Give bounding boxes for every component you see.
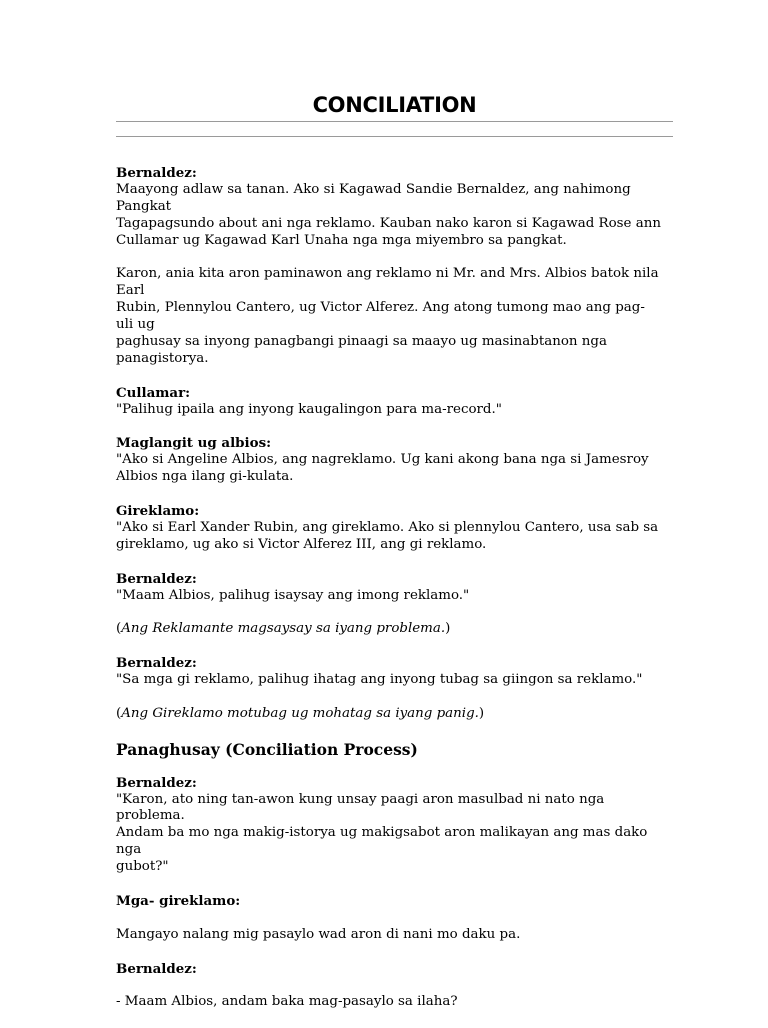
paragraph-line: - Maam Albios, andam baka mag-pasaylo sa ilaha? xyxy=(116,994,458,1010)
paragraph-line: Rubin, Plennylou Cantero, ug Victor Alferez. Ang atong tumong mao ang pag-uli ug xyxy=(116,300,645,333)
dialogue-line: Maayong adlaw sa tanan. Ako si Kagawad Sandie Bernaldez, ang nahimong Pangkat xyxy=(116,181,631,214)
dialogue-block xyxy=(116,503,661,554)
section-heading: Panaghusay (Conciliation Process) xyxy=(116,739,418,759)
stage-direction-text: Ang Gireklamo motubag ug mohatag sa iyang panig. xyxy=(121,705,479,721)
title-rule-bottom xyxy=(116,136,673,137)
dialogue-line: "Sa mga gi reklamo, palihug ihatag ang inyong tubag sa giingon sa reklamo." xyxy=(116,672,643,688)
document-body xyxy=(116,165,661,1028)
paragraph-line: paghusay sa inyong panagbangi pinaagi sa maayo ug masinabtanon nga panagistorya. xyxy=(116,334,607,366)
dialogue-block xyxy=(116,571,661,605)
dialogue-line: "Ako si Earl Xander Rubin, ang gireklamo. Ako si plennylou Cantero, usa sab sa xyxy=(116,519,659,535)
dialogue-line: "Palihug ipaila ang inyong kaugalingon para ma-record." xyxy=(116,401,502,417)
speaker-label: Bernaldez: xyxy=(116,570,197,587)
speaker-label: Bernaldez: xyxy=(116,774,197,791)
paragraph-line: Karon, ania kita aron paminawon ang reklamo ni Mr. and Mrs. Albios batok nila Earl xyxy=(116,266,659,299)
document-title: CONCILIATION xyxy=(312,93,477,117)
speaker-label: Maglangit ug albios: xyxy=(116,435,272,452)
paragraph-block xyxy=(116,266,661,367)
dialogue-line: Andam ba mo nga makig-istorya ug makigsabot aron malikayan ang mas dako nga xyxy=(116,825,648,858)
dialogue-line: gubot?" xyxy=(116,859,169,875)
paragraph-line: Mangayo nalang mig pasaylo wad aron di nani mo daku pa. xyxy=(116,926,521,942)
dialogue-line: Cullamar ug Kagawad Karl Unaha nga mga miyembro sa pangkat. xyxy=(116,232,567,248)
speaker-label: Mga- gireklamo: xyxy=(116,893,241,909)
speaker-label: Bernaldez: xyxy=(116,165,197,181)
dialogue-line: Tagapagsundo about ani nga reklamo. Kauban nako karon si Kagawad Rose ann xyxy=(116,215,661,231)
stage-direction: (Ang Reklamante magsaysay sa iyang problema.) xyxy=(116,621,451,637)
dialogue-line: "Karon, ato ning tan-awon kung unsay paagi aron masulbad ni nato nga problema. xyxy=(116,791,605,824)
dialogue-block xyxy=(116,655,661,689)
dialogue-line: "Maam Albios, palihug isaysay ang imong reklamo." xyxy=(116,587,470,603)
stage-direction-text: Ang Reklamante magsaysay sa iyang problema. xyxy=(121,621,446,637)
dialogue-line: gireklamo, ug ako si Victor Alferez III, ang gi reklamo. xyxy=(116,536,487,552)
dialogue-block xyxy=(116,385,661,419)
speaker-label: Cullamar: xyxy=(116,384,191,401)
speaker-label: Gireklamo: xyxy=(116,503,200,520)
dialogue-block xyxy=(116,435,661,486)
dialogue-block xyxy=(116,893,661,910)
dialogue-block xyxy=(116,165,661,250)
dialogue-block xyxy=(116,961,661,978)
speaker-label: Bernaldez: xyxy=(116,960,197,977)
dialogue-line: Albios nga ilang gi-kulata. xyxy=(116,469,294,485)
paragraph-block xyxy=(116,994,661,1011)
title-rule-top xyxy=(116,121,673,122)
paragraph-block xyxy=(116,927,661,944)
speaker-label: Bernaldez: xyxy=(116,655,197,672)
dialogue-line: "Ako si Angeline Albios, ang nagreklamo. Ug kani akong bana nga si Jamesroy xyxy=(116,452,649,468)
stage-direction: (Ang Gireklamo motubag ug mohatag sa iyang panig.) xyxy=(116,705,485,721)
dialogue-block xyxy=(116,775,661,876)
